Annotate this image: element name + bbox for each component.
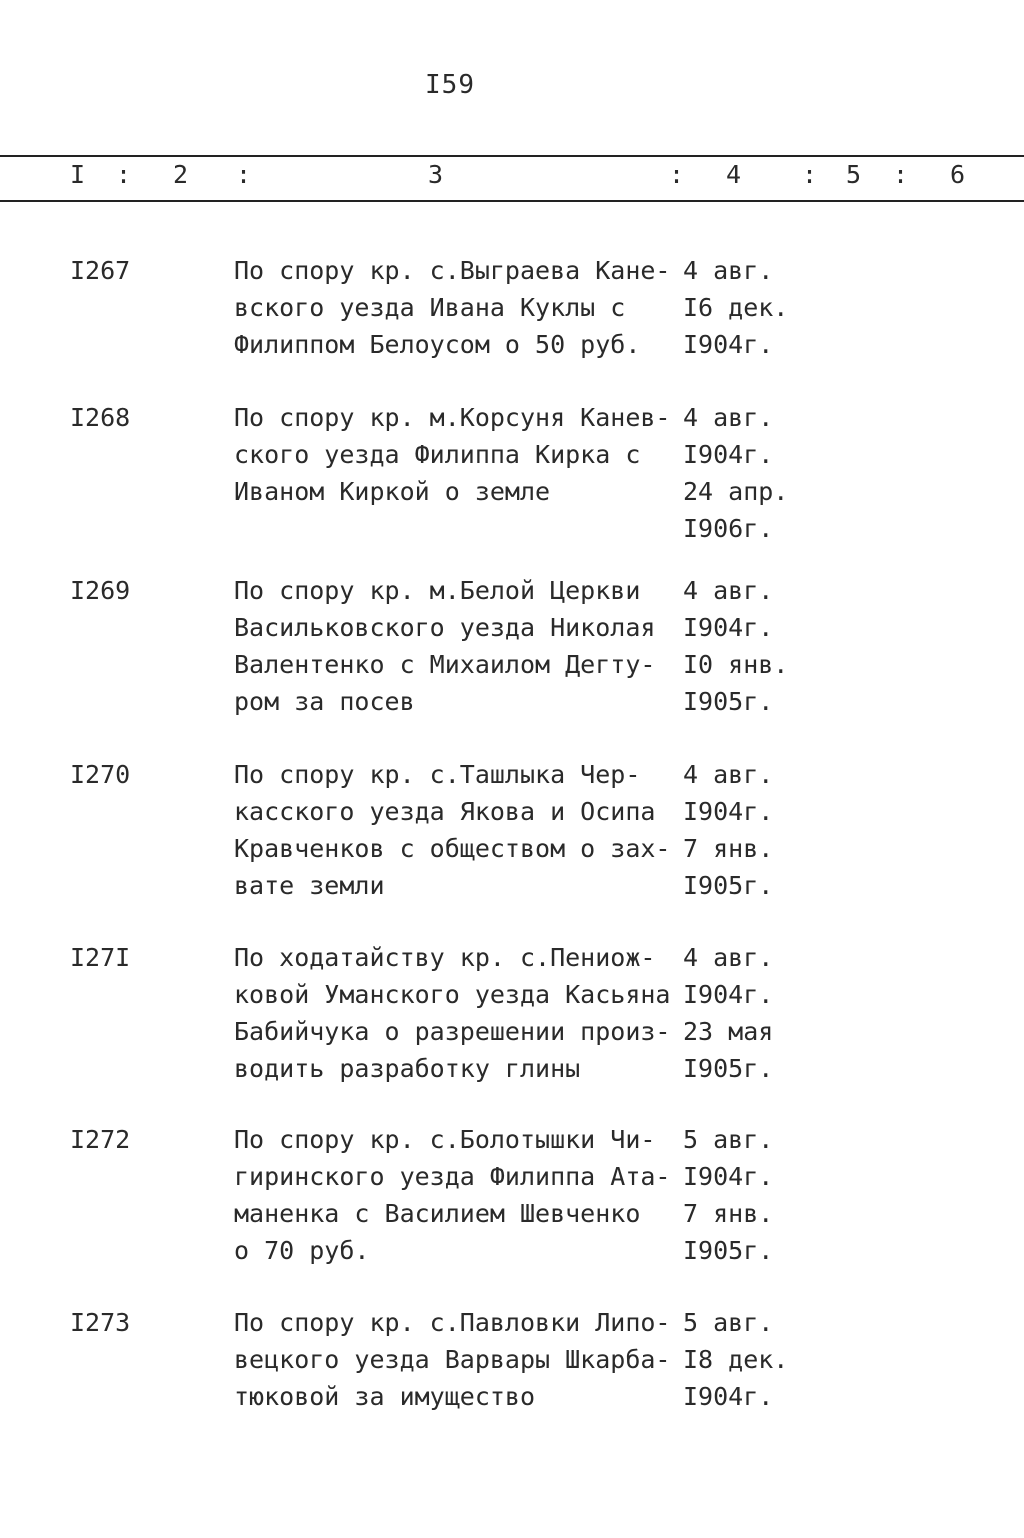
description-line: о 70 руб. xyxy=(234,1236,370,1265)
record-number: I273 xyxy=(70,1308,131,1337)
column-header-5: 5 xyxy=(846,160,862,189)
date-line: I0 янв. xyxy=(683,650,789,679)
description-line: По спору кр. м.Корсуня Канев- xyxy=(234,403,671,432)
column-separator: : xyxy=(669,160,685,189)
description-line: ром за посев xyxy=(234,687,415,716)
description-line: Бабийчука о разрешении произ- xyxy=(234,1017,671,1046)
description-line: По спору кр. с.Павловки Липо- xyxy=(234,1308,671,1337)
column-header-row xyxy=(0,160,1024,194)
description-line: вецкого уезда Варвары Шкарба- xyxy=(234,1345,671,1374)
date-line: I905г. xyxy=(683,687,774,716)
description-line: ского уезда Филиппа Кирка с xyxy=(234,440,641,469)
record-description xyxy=(234,1304,671,1415)
date-line: I904г. xyxy=(683,440,774,469)
description-line: По спору кр. м.Белой Церкви xyxy=(234,576,641,605)
date-line: I905г. xyxy=(683,1054,774,1083)
record-dates xyxy=(683,399,788,547)
description-line: По спору кр. с.Ташлыка Чер- xyxy=(234,760,641,789)
date-line: I906г. xyxy=(683,514,774,543)
date-line: 7 янв. xyxy=(683,834,774,863)
column-header-1: I xyxy=(70,160,86,189)
column-separator: : xyxy=(893,160,909,189)
description-line: По ходатайству кр. с.Пениож- xyxy=(234,943,656,972)
header-bottom-rule xyxy=(0,200,1024,202)
record-dates xyxy=(683,252,788,363)
description-line: вского уезда Ивана Куклы с xyxy=(234,293,626,322)
description-line: По спору кр. с.Болотышки Чи- xyxy=(234,1125,656,1154)
date-line: I904г. xyxy=(683,797,774,826)
description-line: водить разработку глины xyxy=(234,1054,581,1083)
description-line: гиринского уезда Филиппа Ата- xyxy=(234,1162,671,1191)
date-line: 24 апр. xyxy=(683,477,789,506)
record-number: I269 xyxy=(70,576,131,605)
record-dates xyxy=(683,756,773,904)
record-dates xyxy=(683,1304,788,1415)
description-line: Васильковского уезда Николая xyxy=(234,613,656,642)
date-line: 4 авг. xyxy=(683,256,774,285)
record-description xyxy=(234,939,671,1087)
date-line: I904г. xyxy=(683,330,774,359)
date-line: 4 авг. xyxy=(683,403,774,432)
date-line: I6 дек. xyxy=(683,293,789,322)
date-line: 4 авг. xyxy=(683,760,774,789)
record-description xyxy=(234,1121,671,1269)
date-line: I905г. xyxy=(683,1236,774,1265)
description-line: Кравченков с обществом о зах- xyxy=(234,834,671,863)
record-number: I272 xyxy=(70,1125,131,1154)
column-header-3: 3 xyxy=(428,160,444,189)
record-description xyxy=(234,252,671,363)
date-line: 23 мая xyxy=(683,1017,774,1046)
date-line: I904г. xyxy=(683,1162,774,1191)
date-line: 7 янв. xyxy=(683,1199,774,1228)
page-number: I59 xyxy=(425,70,475,100)
description-line: тюковой за имущество xyxy=(234,1382,536,1411)
header-top-rule xyxy=(0,155,1024,157)
date-line: I904г. xyxy=(683,613,774,642)
date-line: 4 авг. xyxy=(683,943,774,972)
record-number: I267 xyxy=(70,256,131,285)
record-dates xyxy=(683,1121,773,1269)
date-line: I8 дек. xyxy=(683,1345,789,1374)
date-line: I904г. xyxy=(683,980,774,1009)
description-line: Валентенко с Михаилом Дегту- xyxy=(234,650,656,679)
column-separator: : xyxy=(236,160,252,189)
record-number: I270 xyxy=(70,760,131,789)
record-description xyxy=(234,756,671,904)
record-dates xyxy=(683,939,773,1087)
description-line: Иваном Киркой о земле xyxy=(234,477,551,506)
record-number: I27I xyxy=(70,943,131,972)
record-dates xyxy=(683,572,788,720)
date-line: I904г. xyxy=(683,1382,774,1411)
description-line: ковой Уманского уезда Касьяна xyxy=(234,980,671,1009)
date-line: 4 авг. xyxy=(683,576,774,605)
description-line: По спору кр. с.Выграева Кане- xyxy=(234,256,671,285)
column-separator: : xyxy=(802,160,818,189)
column-separator: : xyxy=(116,160,132,189)
date-line: 5 авг. xyxy=(683,1125,774,1154)
description-line: Филиппом Белоусом о 50 руб. xyxy=(234,330,641,359)
record-description xyxy=(234,399,671,510)
description-line: касского уезда Якова и Осипа xyxy=(234,797,656,826)
record-number: I268 xyxy=(70,403,131,432)
date-line: I905г. xyxy=(683,871,774,900)
date-line: 5 авг. xyxy=(683,1308,774,1337)
record-description xyxy=(234,572,655,720)
column-header-4: 4 xyxy=(726,160,742,189)
column-header-2: 2 xyxy=(173,160,189,189)
description-line: маненка с Василием Шевченко xyxy=(234,1199,641,1228)
column-header-6: 6 xyxy=(950,160,966,189)
description-line: вате земли xyxy=(234,871,385,900)
